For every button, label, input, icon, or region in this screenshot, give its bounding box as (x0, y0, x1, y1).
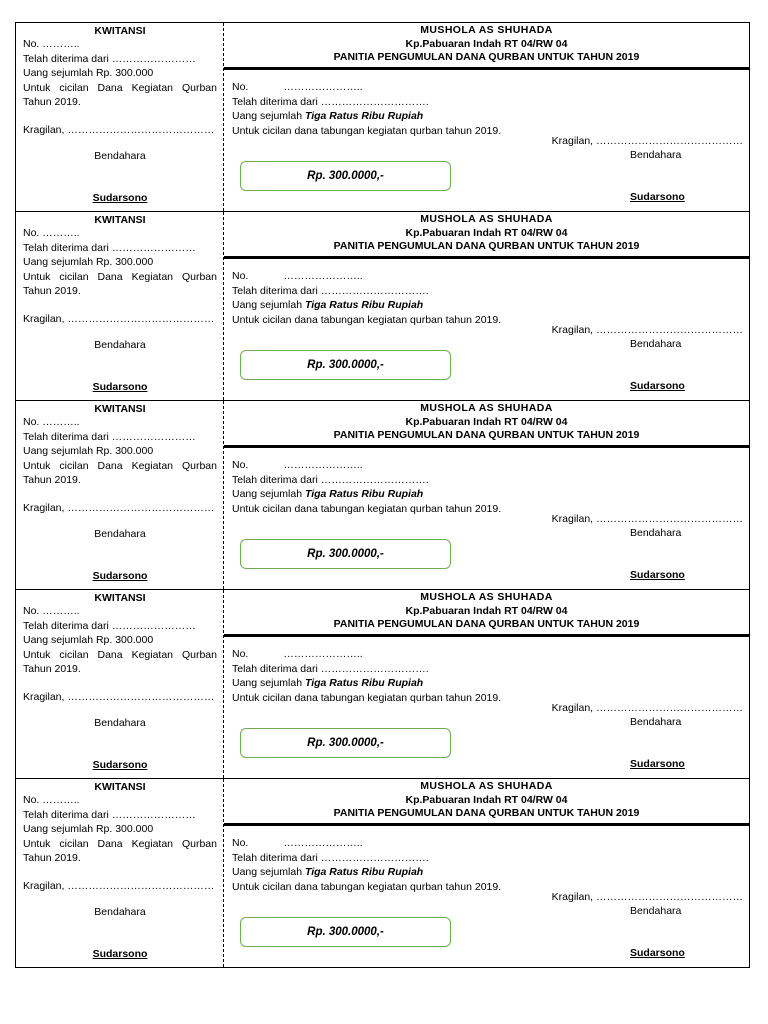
committee-title: PANITIA PENGUMULAN DANA QURBAN UNTUK TAHUN 2019 (333, 429, 640, 441)
stub-title: KWITANSI (94, 214, 146, 226)
amount-box: Rp. 300.0000,- (240, 539, 451, 569)
receipt-stub (16, 401, 224, 589)
stub-purpose-line2: Tahun 2019. (23, 852, 81, 864)
header-divider (224, 67, 749, 70)
receipt-number: No. ………………….. (232, 837, 363, 849)
amount-in-words: Tiga Ratus Ribu Rupiah (304, 299, 424, 311)
stub-number: No. ……….. (23, 227, 80, 239)
receipt-body (232, 80, 501, 138)
stub-place-date: Kragilan, …………………………………… (23, 312, 215, 325)
receipt (16, 212, 749, 401)
signer-role: Bendahara (630, 338, 682, 350)
stub-purpose-line1: Untuk cicilan Dana Kegiatan Qurban (23, 459, 217, 472)
org-name: MUSHOLA AS SHUHADA (420, 780, 553, 792)
header-divider (224, 634, 749, 637)
stub-purpose-line1: Untuk cicilan Dana Kegiatan Qurban (23, 648, 217, 661)
receipt-main (224, 401, 749, 589)
stub-signer-name: Sudarsono (92, 759, 148, 771)
stub-received-from: Telah diterima dari …………………… (23, 808, 196, 821)
stub-signer-role: Bendahara (94, 150, 146, 162)
org-name: MUSHOLA AS SHUHADA (420, 24, 553, 36)
stub-amount: Uang sejumlah Rp. 300.000 (23, 823, 154, 835)
receipt (16, 23, 749, 212)
receipt-number: No. ………………….. (232, 270, 363, 282)
amount-box: Rp. 300.0000,- (240, 917, 451, 947)
committee-title: PANITIA PENGUMULAN DANA QURBAN UNTUK TAHUN 2019 (333, 51, 640, 63)
stub-purpose-line2: Tahun 2019. (23, 663, 81, 675)
signer-name: Sudarsono (630, 947, 685, 959)
stub-purpose-line1: Untuk cicilan Dana Kegiatan Qurban (23, 837, 217, 850)
signer-role: Bendahara (630, 716, 682, 728)
committee-title: PANITIA PENGUMULAN DANA QURBAN UNTUK TAHUN 2019 (333, 240, 640, 252)
stub-purpose-line2: Tahun 2019. (23, 96, 81, 108)
stub-received-from: Telah diterima dari …………………… (23, 241, 196, 254)
stub-number: No. ……….. (23, 416, 80, 428)
receipt-header (224, 23, 749, 65)
amount-line (232, 109, 501, 124)
stub-signer (16, 191, 224, 206)
org-name: MUSHOLA AS SHUHADA (420, 402, 553, 414)
receipt-main (224, 590, 749, 778)
place-date: Kragilan, …………………………………… (551, 702, 743, 714)
header-divider (224, 445, 749, 448)
org-name: MUSHOLA AS SHUHADA (420, 591, 553, 603)
stub-signer (16, 569, 224, 584)
stub-title: KWITANSI (94, 781, 146, 793)
stub-amount: Uang sejumlah Rp. 300.000 (23, 256, 154, 268)
receipt-body (232, 647, 501, 705)
receipt-stub (16, 779, 224, 967)
amount-box: Rp. 300.0000,- (240, 350, 451, 380)
stub-signer-role: Bendahara (94, 717, 146, 729)
received-from: Telah diterima dari …………………………. (232, 851, 429, 864)
stub-signer-role: Bendahara (94, 339, 146, 351)
receipt-number: No. ………………….. (232, 459, 363, 471)
stub-signer-name: Sudarsono (92, 570, 148, 582)
stub-purpose-line1: Untuk cicilan Dana Kegiatan Qurban (23, 81, 217, 94)
stub-place-date: Kragilan, …………………………………… (23, 690, 215, 703)
committee-title: PANITIA PENGUMULAN DANA QURBAN UNTUK TAHUN 2019 (333, 807, 640, 819)
receipt-stub (16, 23, 224, 211)
receipt (16, 590, 749, 779)
receipt-header (224, 212, 749, 254)
receipt-number: No. ………………….. (232, 648, 363, 660)
received-from: Telah diterima dari …………………………. (232, 473, 429, 486)
amount-label: Uang sejumlah (232, 866, 303, 878)
stub-place-date: Kragilan, …………………………………… (23, 123, 215, 136)
stub-amount: Uang sejumlah Rp. 300.000 (23, 67, 154, 79)
stub-title: KWITANSI (94, 592, 146, 604)
signer-name: Sudarsono (630, 191, 685, 203)
header-divider (224, 256, 749, 259)
receipt-stub (16, 212, 224, 400)
signer-role: Bendahara (630, 149, 682, 161)
signer-role: Bendahara (630, 905, 682, 917)
stub-number: No. ……….. (23, 38, 80, 50)
received-from: Telah diterima dari …………………………. (232, 95, 429, 108)
stub-received-from: Telah diterima dari …………………… (23, 52, 196, 65)
receipt-main (224, 779, 749, 967)
stub-purpose-line2: Tahun 2019. (23, 285, 81, 297)
amount-line (232, 676, 501, 691)
purpose: Untuk cicilan dana tabungan kegiatan qurban tahun 2019. (232, 502, 502, 515)
amount-line (232, 298, 501, 313)
stub-signer-name: Sudarsono (92, 948, 148, 960)
amount-in-words: Tiga Ratus Ribu Rupiah (304, 110, 424, 122)
amount-label: Uang sejumlah (232, 488, 303, 500)
amount-in-words: Tiga Ratus Ribu Rupiah (304, 488, 424, 500)
signer-name: Sudarsono (630, 569, 685, 581)
stub-amount: Uang sejumlah Rp. 300.000 (23, 445, 154, 457)
amount-line (232, 865, 501, 880)
amount-label: Uang sejumlah (232, 299, 303, 311)
org-address: Kp.Pabuaran Indah RT 04/RW 04 (405, 793, 568, 806)
amount-in-words: Tiga Ratus Ribu Rupiah (304, 866, 424, 878)
received-from: Telah diterima dari …………………………. (232, 662, 429, 675)
place-date: Kragilan, …………………………………… (551, 891, 743, 903)
stub-number: No. ……….. (23, 605, 80, 617)
org-name: MUSHOLA AS SHUHADA (420, 213, 553, 225)
stub-title: KWITANSI (94, 25, 146, 37)
org-address: Kp.Pabuaran Indah RT 04/RW 04 (405, 37, 568, 50)
stub-signer (16, 758, 224, 773)
receipt-header (224, 779, 749, 821)
stub-title: KWITANSI (94, 403, 146, 415)
committee-title: PANITIA PENGUMULAN DANA QURBAN UNTUK TAHUN 2019 (333, 618, 640, 630)
amount-box: Rp. 300.0000,- (240, 161, 451, 191)
amount-label: Uang sejumlah (232, 110, 303, 122)
amount-line (232, 487, 501, 502)
receipt-main (224, 212, 749, 400)
stub-purpose-line1: Untuk cicilan Dana Kegiatan Qurban (23, 270, 217, 283)
receipt-sheet (15, 22, 750, 968)
signer-name: Sudarsono (630, 380, 685, 392)
amount-box: Rp. 300.0000,- (240, 728, 451, 758)
received-from: Telah diterima dari …………………………. (232, 284, 429, 297)
purpose: Untuk cicilan dana tabungan kegiatan qurban tahun 2019. (232, 313, 502, 326)
org-address: Kp.Pabuaran Indah RT 04/RW 04 (405, 604, 568, 617)
stub-signer (16, 947, 224, 962)
receipt-header (224, 401, 749, 443)
purpose: Untuk cicilan dana tabungan kegiatan qurban tahun 2019. (232, 124, 502, 137)
place-date: Kragilan, …………………………………… (551, 513, 743, 525)
amount-in-words: Tiga Ratus Ribu Rupiah (304, 677, 424, 689)
receipt-number: No. ………………….. (232, 81, 363, 93)
stub-signer (16, 380, 224, 395)
receipt-body (232, 836, 501, 894)
stub-amount: Uang sejumlah Rp. 300.000 (23, 634, 154, 646)
org-address: Kp.Pabuaran Indah RT 04/RW 04 (405, 226, 568, 239)
signer-role: Bendahara (630, 527, 682, 539)
receipt-main (224, 23, 749, 211)
stub-signer-name: Sudarsono (92, 192, 148, 204)
stub-number: No. ……….. (23, 794, 80, 806)
stub-received-from: Telah diterima dari …………………… (23, 619, 196, 632)
stub-place-date: Kragilan, …………………………………… (23, 501, 215, 514)
receipt (16, 401, 749, 590)
stub-place-date: Kragilan, …………………………………… (23, 879, 215, 892)
receipt-header (224, 590, 749, 632)
header-divider (224, 823, 749, 826)
receipt-body (232, 458, 501, 516)
place-date: Kragilan, …………………………………… (551, 135, 743, 147)
receipt-stub (16, 590, 224, 778)
place-date: Kragilan, …………………………………… (551, 324, 743, 336)
stub-purpose-line2: Tahun 2019. (23, 474, 81, 486)
stub-received-from: Telah diterima dari …………………… (23, 430, 196, 443)
org-address: Kp.Pabuaran Indah RT 04/RW 04 (405, 415, 568, 428)
stub-signer-name: Sudarsono (92, 381, 148, 393)
stub-signer-role: Bendahara (94, 528, 146, 540)
receipt (16, 779, 749, 967)
purpose: Untuk cicilan dana tabungan kegiatan qurban tahun 2019. (232, 691, 502, 704)
amount-label: Uang sejumlah (232, 677, 303, 689)
receipt-body (232, 269, 501, 327)
purpose: Untuk cicilan dana tabungan kegiatan qurban tahun 2019. (232, 880, 502, 893)
signer-name: Sudarsono (630, 758, 685, 770)
stub-signer-role: Bendahara (94, 906, 146, 918)
